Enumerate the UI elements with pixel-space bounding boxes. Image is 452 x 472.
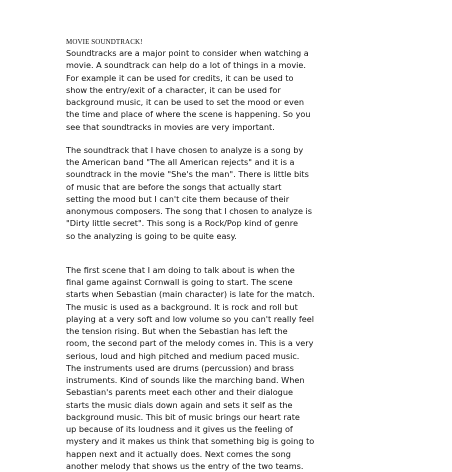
text-line: Sebastian's parents meet each other and their dialogue <box>66 387 293 398</box>
paragraph-intro <box>66 47 436 133</box>
paragraph-soundtrack-choice <box>66 144 436 242</box>
document-page <box>66 38 436 472</box>
text-line: so the analyzing is going to be quite easy. <box>66 230 237 241</box>
text-line: see that soundtracks in movies are very important. <box>66 121 275 132</box>
text-line: instruments. Kind of sounds like the marching band. When <box>66 375 305 385</box>
text-line: final game against Cornwall is going to start. The scene <box>66 277 293 287</box>
text-line: starts when Sebastian (main character) is late for the match. <box>66 289 315 300</box>
text-line: background music. This bit of music brings our heart rate <box>66 411 300 422</box>
text-line: the tension rising. But when the Sebastian has left the <box>66 326 288 336</box>
text-line: For example it can be used for credits, it can be used to <box>66 72 294 83</box>
paragraph-first-scene <box>66 264 436 472</box>
text-line: soundtrack in the movie "She's the man". There is little bits <box>66 169 309 180</box>
text-line: The soundtrack that I have chosen to analyze is a song by <box>66 144 304 155</box>
text-line: anonymous composers. The song that I chosen to analyze is <box>66 206 313 216</box>
text-line: serious, loud and high pitched and medium paced music. <box>66 350 300 361</box>
text-line: the time and place of where the scene is happening. So you <box>66 109 311 120</box>
text-line: background music, it can be used to set the mood or even <box>66 97 304 107</box>
text-line: movie. A soundtrack can help do a lot of things in a movie. <box>66 60 306 71</box>
text-line: playing at a very soft and low volume so you can't really feel <box>66 313 314 324</box>
text-line: the American band "The all American rejects" and it is a <box>66 157 295 167</box>
text-line: another melody that shows us the entry of the two teams. <box>66 460 304 471</box>
text-line: setting the mood but I can't cite them because of their <box>66 193 290 204</box>
text-line: mystery and it makes us think that something big is going to <box>66 436 315 447</box>
text-line: The first scene that I am doing to talk about is when the <box>66 264 295 275</box>
text-line: show the entry/exit of a character, it can be used for <box>66 84 281 95</box>
text-line: "Dirty little secret". This song is a Rock/Pop kind of genre <box>66 218 298 229</box>
text-line: The instruments used are drums (percussion) and brass <box>66 362 294 373</box>
document-title: MOVIE SOUNDTRACK! <box>66 38 143 46</box>
text-line: room, the second part of the melody comes in. This is a very <box>66 338 314 349</box>
text-line: Soundtracks are a major point to consider when watching a <box>66 48 309 58</box>
text-line: happen next and it actually does. Next comes the song <box>66 448 291 459</box>
text-line: of music that are before the songs that actually start <box>66 181 282 192</box>
text-line: starts the music dials down again and sets it self as the <box>66 399 293 410</box>
text-line: up because of its loudness and it gives us the feeling of <box>66 424 293 434</box>
text-line: The music is used as a background. It is rock and roll but <box>66 301 298 312</box>
